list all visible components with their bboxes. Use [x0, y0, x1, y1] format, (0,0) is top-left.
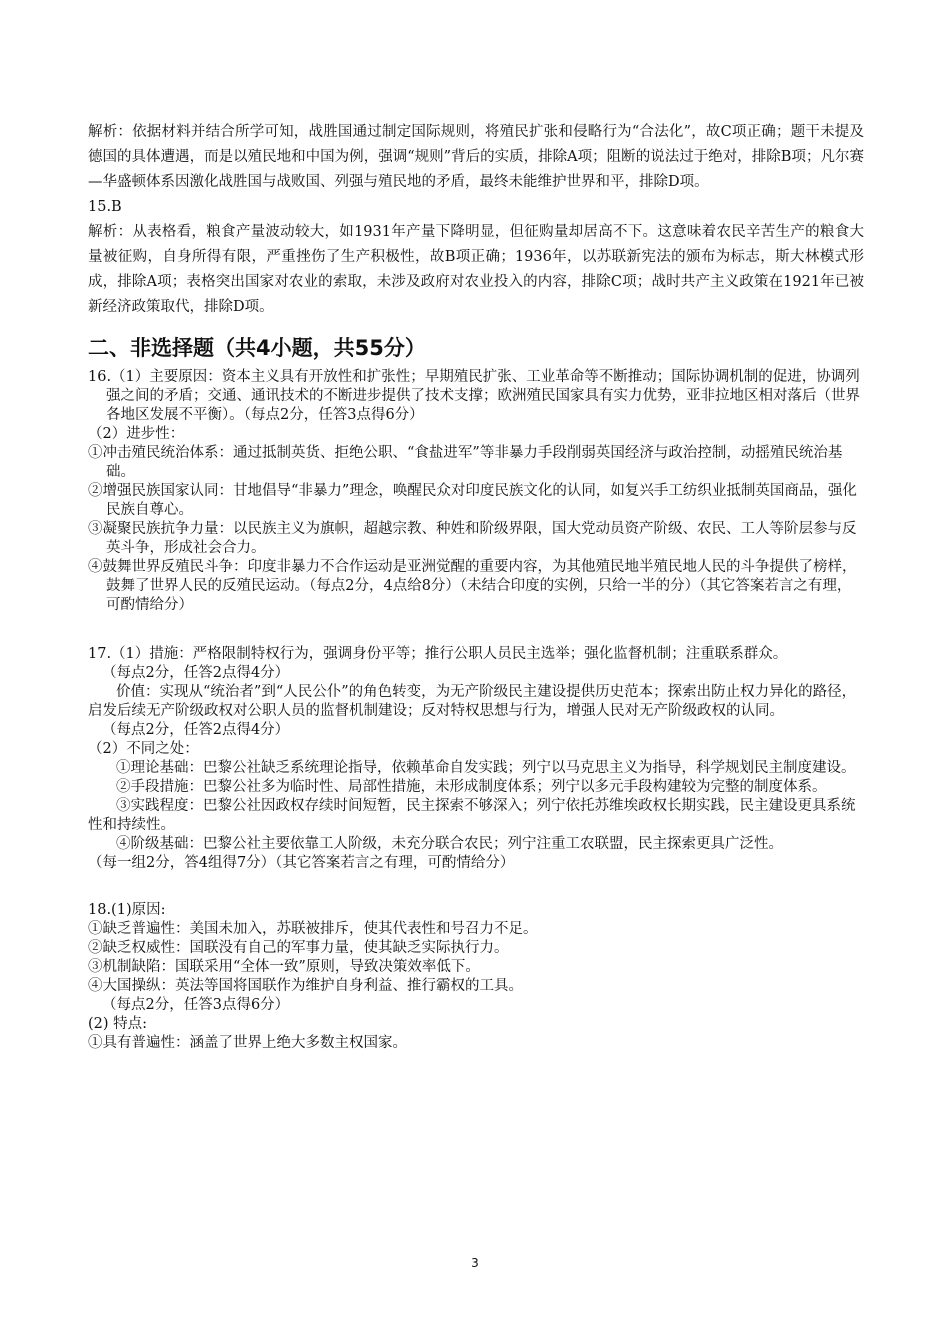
section-title: 二、非选择题（共4小题，共55分）: [88, 336, 426, 360]
q18-item: ④大国操纵：英法等国将国联作为维护自身利益、推行霸权的工具。: [88, 978, 523, 994]
q16-item: ①冲击殖民统治体系：通过抵制英货、拒绝公职、“食盐进军”等非暴力手段削弱英国经济与政治控制，动摇殖民统治基础。: [88, 445, 843, 480]
q17-part2-label: （2）不同之处：: [88, 741, 199, 757]
q17-part1: 17.（1）措施：严格限制特权行为，强调身份平等；推行公职人员民主选举；强化监督机制；注重联系群众。: [88, 646, 788, 662]
q18-item: ③机制缺陷：国联采用“全体一致”原则，导致决策效率低下。: [88, 959, 480, 975]
q16-item: ②增强民族国家认同：甘地倡导“非暴力”理念，唤醒民众对印度民族文化的认同，如复兴手工纺织业抵制英国商品，强化民族自尊心。: [88, 483, 857, 518]
q17-score3: （每一组2分，答4组得7分）（其它答案若言之有理，可酌情给分）: [88, 855, 515, 871]
q17-block: [88, 645, 864, 873]
q18-block: [88, 901, 864, 1053]
q18-item: ①缺乏普遍性：美国未加入，苏联被排斥，使其代表性和号召力不足。: [88, 921, 538, 937]
answer-page-content: [88, 120, 864, 1053]
analysis-q14: 解析：依据材料并结合所学可知，战胜国通过制定国际规则，将殖民扩张和侵略行为“合法化”，故C项正确；题干未提及德国的具体遭遇，而是以殖民地和中国为例，强调“规则”背后的实质，排除A项；阻断的说法过于绝对，排除B项；凡尔赛—华盛顿体系因激化战胜国与战败国、列强与殖民地的矛盾，最终未能维护世界和平，排除D项。: [88, 124, 864, 190]
q16-block: [88, 368, 864, 615]
q16-item: ③凝聚民族抗争力量：以民族主义为旗帜，超越宗教、种姓和阶级界限，国大党动员资产阶级、农民、工人等阶层参与反英斗争，形成社会合力。: [88, 521, 857, 556]
q18-part2-label: (2) 特点:: [88, 1016, 148, 1032]
q17-item: ④阶级基础：巴黎公社主要依靠工人阶级，未充分联合农民；列宁注重工农联盟，民主探索更具广泛性。: [116, 836, 783, 852]
q17-item: ③实践程度：巴黎公社因政权存续时间短暂，民主探索不够深入；列宁依托苏维埃政权长期实践，民主建设更具系统性和持续性。: [88, 798, 856, 833]
q17-value: 价值：实现从“统治者”到“人民公仆”的角色转变，为无产阶级民主建设提供历史范本；探索出防止权力异化的路径，启发后续无产阶级政权对公职人员的监督机制建设；反对特权思想与行为，增强人民对无产阶级政权的认同。: [88, 684, 857, 719]
q17-score2: （每点2分，任答2点得4分）: [102, 722, 290, 738]
q16-part1: 16.（1）主要原因：资本主义具有开放性和扩张性；早期殖民扩张、工业革命等不断推动；国际协调机制的促进，协调列强之间的矛盾；交通、通讯技术的不断进步提供了技术支撑；欧洲殖民国家具有实力优势，亚非拉地区相对落后（世界各地区发展不平衡）。（每点2分，任答3点得6分）: [88, 369, 860, 423]
analysis-q15: 解析：从表格看，粮食产量波动较大，如1931年产量下降明显，但征购量却居高不下。这意味着农民辛苦生产的粮食大量被征购，自身所得有限，严重挫伤了生产积极性，故B项正确；1936年，以苏联新宪法的颁布为标志，斯大林模式形成，排除A项；表格突出国家对农业的索取，未涉及政府对农业投入的内容，排除C项；战时共产主义政策在1921年已被新经济政策取代，排除D项。: [88, 224, 864, 315]
q18-part1-label: 18.(1)原因:: [88, 902, 166, 918]
q17-score1: （每点2分，任答2点得4分）: [102, 665, 290, 681]
q18-item: ①具有普遍性：涵盖了世界上绝大多数主权国家。: [88, 1035, 407, 1051]
q16-item: ④鼓舞世界反殖民斗争：印度非暴力不合作运动是亚洲觉醒的重要内容，为其他殖民地半殖民地人民的斗争提供了榜样，鼓舞了世界人民的反殖民运动。（每点2分，4点给8分）（未结合印度的实例，只给一半的分）（其它答案若言之有理，可酌情给分）: [88, 559, 857, 613]
q17-item: ②手段措施：巴黎公社多为临时性、局部性措施，未形成制度体系；列宁以多元手段构建较为完整的制度体系。: [116, 779, 827, 795]
q17-item: ①理论基础：巴黎公社缺乏系统理论指导，依赖革命自发实践；列宁以马克思主义为指导，科学规划民主制度建设。: [116, 760, 856, 776]
q16-part2-label: （2）进步性：: [88, 426, 185, 442]
q18-score1: （每点2分，任答3点得6分）: [102, 997, 290, 1013]
page-number: 3: [471, 1256, 479, 1270]
q15-answer: 15.B: [88, 199, 122, 215]
q18-item: ②缺乏权威性：国联没有自己的军事力量，使其缺乏实际执行力。: [88, 940, 509, 956]
